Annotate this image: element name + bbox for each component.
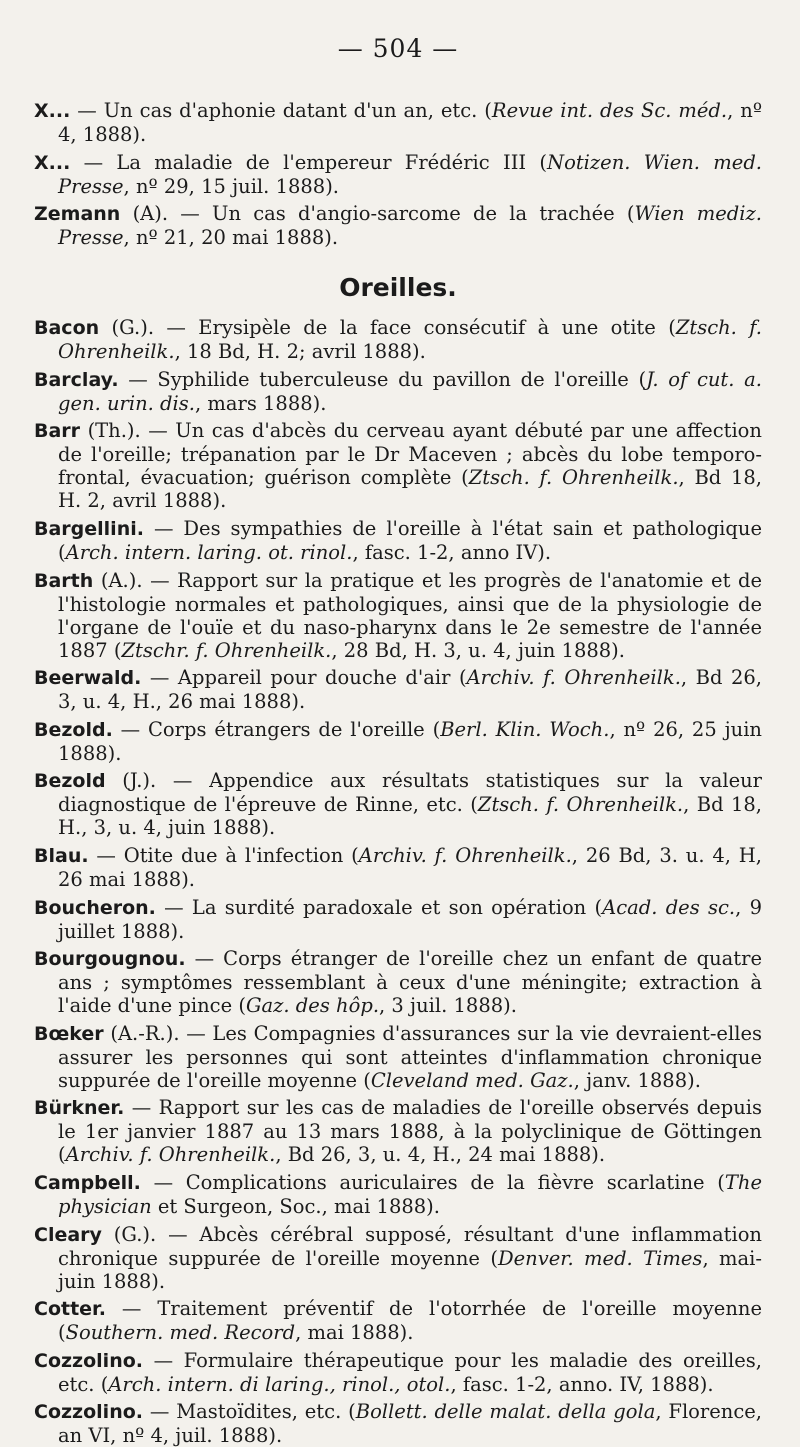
entry-journal: Acad. des sc. bbox=[602, 895, 736, 919]
entry-journal: Gaz. des hôp. bbox=[245, 994, 380, 1018]
entry-text: — Complications auriculaires de la fièvre scarlatine ( bbox=[140, 1170, 725, 1194]
entry-tail: , Bd 26, 3, u. 4, H., 24 mai 1888). bbox=[275, 1143, 606, 1167]
bibliography-entry bbox=[34, 202, 762, 249]
entry-tail: , 26 Bd, 3. u. 4, H, 26 mai 1888). bbox=[58, 843, 763, 891]
entry-text: (G.). — Abcès cérébral supposé, résultant d'une inflammation chronique suppurée de l'oreille moyenne ( bbox=[58, 1222, 762, 1270]
entry-journal: J. of cut. a. gen. urin. dis. bbox=[58, 367, 762, 415]
entry-text: — Traitement préventif de l'otorrhée de l'oreille moyenne ( bbox=[58, 1297, 762, 1345]
entry-tail: , mars 1888). bbox=[194, 391, 327, 415]
page-number: — 504 — bbox=[337, 34, 459, 63]
entry-journal: Archiv. f. Ohrenheilk. bbox=[466, 666, 681, 690]
bibliography-entry bbox=[34, 666, 762, 713]
section-heading: Oreilles. bbox=[339, 273, 457, 303]
entry-journal: The physician bbox=[58, 1170, 762, 1218]
entry-tail: , Bd 18, H. 2, avril 1888). bbox=[58, 466, 762, 513]
entry-text: (J.). — Appendice aux résultats statistiques sur la valeur diagnostique de l'épreuve de Rinne, etc. ( bbox=[58, 769, 762, 817]
bibliography-entry bbox=[34, 1022, 762, 1092]
bibliography-entry bbox=[34, 151, 762, 198]
entry-author: Bœker bbox=[34, 1022, 104, 1045]
entry-text: — Un cas d'aphonie datant d'un an, etc. ( bbox=[70, 99, 492, 122]
entry-text: — Mastoïdites, etc. ( bbox=[143, 1400, 356, 1424]
entry-journal: Ztsch. f. Ohrenheilk. bbox=[58, 316, 762, 364]
bibliography-entry bbox=[34, 1400, 762, 1447]
entry-tail: , janv. 1888). bbox=[573, 1068, 701, 1092]
entry-text: — Otite due à l'infection ( bbox=[88, 843, 359, 867]
entry-author: Barr bbox=[34, 420, 81, 443]
entry-journal: Arch. intern. laring. ot. rinol. bbox=[65, 540, 353, 564]
bibliography-entry bbox=[34, 1297, 762, 1344]
entry-text: — Corps étranger de l'oreille chez un enfant de quatre ans ; symptômes ressemblant à ceux d'une méningite; extraction à l'aide d'une pince ( bbox=[58, 947, 762, 1018]
bibliography-entry bbox=[34, 1223, 762, 1293]
entry-journal: Revue int. des Sc. méd. bbox=[491, 99, 728, 122]
entries-before-section bbox=[34, 99, 762, 249]
bibliography-entry bbox=[34, 1096, 762, 1166]
entry-tail: , mai 1888). bbox=[295, 1321, 414, 1345]
entry-journal: Arch. intern. di laring., rinol., otol. bbox=[108, 1372, 451, 1396]
entry-tail: , Florence, an VI, nº 4, juil. 1888). bbox=[58, 1400, 762, 1447]
entry-text: — Rapport sur les cas de maladies de l'oreille observés depuis le 1er janvier 1887 au 13 mars 1888, à la polyclinique de Göttingen ( bbox=[58, 1096, 762, 1167]
entry-journal: Archiv. f. Ohrenheilk. bbox=[358, 843, 572, 867]
entry-journal: Southern. med. Record bbox=[65, 1321, 296, 1345]
entry-tail: , 18 Bd, H. 2; avril 1888). bbox=[174, 340, 426, 364]
entry-journal: Archiv. f. Ohrenheilk. bbox=[65, 1143, 276, 1167]
entry-tail: , nº 29, 15 juil. 1888). bbox=[123, 174, 339, 198]
entry-author: Campbell. bbox=[34, 1171, 141, 1194]
entry-tail: , Bd 26, 3, u. 4, H., 26 mai 1888). bbox=[58, 666, 762, 714]
entry-text: — La surdité paradoxale et son opération ( bbox=[155, 895, 603, 919]
entry-tail: , nº 4, 1888). bbox=[58, 99, 763, 146]
entry-author: X... bbox=[34, 151, 71, 174]
bibliography-entry bbox=[34, 769, 762, 839]
bibliography-entry bbox=[34, 316, 762, 363]
entry-text: (Th.). — Un cas d'abcès du cerveau ayant débuté par une affection de l'oreille; trépanation par le Dr Maceven ; abcès du lobe temporo-frontal, évacuation; guérison complète ( bbox=[58, 419, 762, 490]
entry-journal: Berl. Klin. Woch. bbox=[440, 717, 610, 741]
entry-author: Cotter. bbox=[34, 1298, 106, 1321]
entry-text: — Corps étrangers de l'oreille ( bbox=[112, 717, 441, 741]
entry-journal: Ztschr. f. Ohrenheilk. bbox=[121, 638, 332, 662]
bibliography-entry bbox=[34, 99, 762, 146]
entry-text: — Des sympathies de l'oreille à l'état sain et pathologique ( bbox=[58, 516, 762, 564]
entry-author: Barclay. bbox=[34, 368, 119, 391]
bibliography-entry bbox=[34, 368, 762, 415]
entry-tail: , fasc. 1-2, anno. IV, 1888). bbox=[450, 1372, 714, 1396]
entry-author: Cozzolino. bbox=[34, 1349, 143, 1372]
entry-journal: Denver. med. Times bbox=[497, 1246, 703, 1270]
entry-author: Boucheron. bbox=[34, 896, 156, 919]
entry-tail: et Surgeon, Soc., mai 1888). bbox=[151, 1194, 440, 1218]
bibliography-entry bbox=[34, 844, 762, 891]
entry-text: — Syphilide tuberculeuse du pavillon de l'oreille ( bbox=[118, 367, 647, 391]
entry-author: Bargellini. bbox=[34, 517, 144, 540]
bibliography-entry bbox=[34, 896, 762, 943]
entry-text: (A.). — Rapport sur la pratique et les progrès de l'anatomie et de l'histologie normales et pathologiques, ainsi que de la physiologie de l'organe de l'ouïe et du naso-pharynx dans le 2e semestre de l'année 1887 ( bbox=[58, 568, 762, 662]
entry-author: Zemann bbox=[34, 203, 121, 226]
entry-text: — Formulaire thérapeutique pour les maladie des oreilles, etc. ( bbox=[58, 1348, 762, 1396]
entry-author: Cleary bbox=[34, 1223, 102, 1246]
bibliography-entry bbox=[34, 1349, 762, 1396]
entry-tail: , nº 21, 20 mai 1888). bbox=[123, 226, 339, 250]
bibliography-entry bbox=[34, 517, 762, 564]
entry-author: Barth bbox=[34, 569, 94, 592]
entry-tail: , 28 Bd, H. 3, u. 4, juin 1888). bbox=[331, 638, 625, 662]
entry-journal: Notizen. Wien. med. Presse bbox=[58, 150, 762, 198]
entry-tail: , nº 26, 25 juin 1888). bbox=[58, 717, 762, 765]
entry-author: Bürkner. bbox=[34, 1097, 125, 1120]
entry-author: X... bbox=[34, 100, 71, 122]
entry-text: — La maladie de l'empereur Frédéric III ( bbox=[70, 150, 548, 174]
entry-tail: , fasc. 1-2, anno IV). bbox=[352, 540, 552, 564]
bibliography-entry bbox=[34, 1171, 762, 1218]
entry-author: Cozzolino. bbox=[34, 1401, 143, 1424]
entry-tail: , Bd 18, H., 3, u. 4, juin 1888). bbox=[58, 793, 763, 840]
entry-tail: , 3 juil. 1888). bbox=[379, 994, 517, 1018]
bibliography-entry bbox=[34, 718, 762, 765]
entry-journal: Cleveland med. Gaz. bbox=[370, 1068, 574, 1092]
entry-journal: Ztsch. f. Ohrenheilk. bbox=[468, 466, 679, 490]
entry-journal: Bollett. delle malat. della gola bbox=[355, 1400, 656, 1424]
entry-author: Bacon bbox=[34, 317, 100, 340]
entry-text: (G.). — Erysipèle de la face consécutif à une otite ( bbox=[99, 316, 676, 340]
bibliography-entry bbox=[34, 947, 762, 1017]
entry-author: Blau. bbox=[34, 844, 89, 867]
bibliography-entry bbox=[34, 419, 762, 512]
entry-tail: , 9 juillet 1888). bbox=[58, 895, 762, 943]
bibliography-list bbox=[34, 316, 762, 1447]
entry-text: — Appareil pour douche d'air ( bbox=[141, 666, 467, 690]
entry-text: (A.-R.). — Les Compagnies d'assurances sur la vie devraient-elles assurer les personnes qui sont atteintes d'inflammation chronique suppurée de l'oreille moyenne ( bbox=[58, 1021, 762, 1092]
entry-author: Beerwald. bbox=[34, 667, 142, 690]
entry-journal: Wien mediz. Presse bbox=[58, 202, 762, 250]
entry-tail: , mai-juin 1888). bbox=[58, 1246, 762, 1293]
entry-journal: Ztsch. f. Ohrenheilk. bbox=[477, 793, 684, 817]
entry-author: Bezold bbox=[34, 770, 106, 793]
entry-text: (A). — Un cas d'angio-sarcome de la trachée ( bbox=[120, 202, 635, 226]
bibliography-entry bbox=[34, 569, 762, 662]
entry-author: Bezold. bbox=[34, 718, 113, 741]
entry-author: Bourgougnou. bbox=[34, 948, 186, 971]
